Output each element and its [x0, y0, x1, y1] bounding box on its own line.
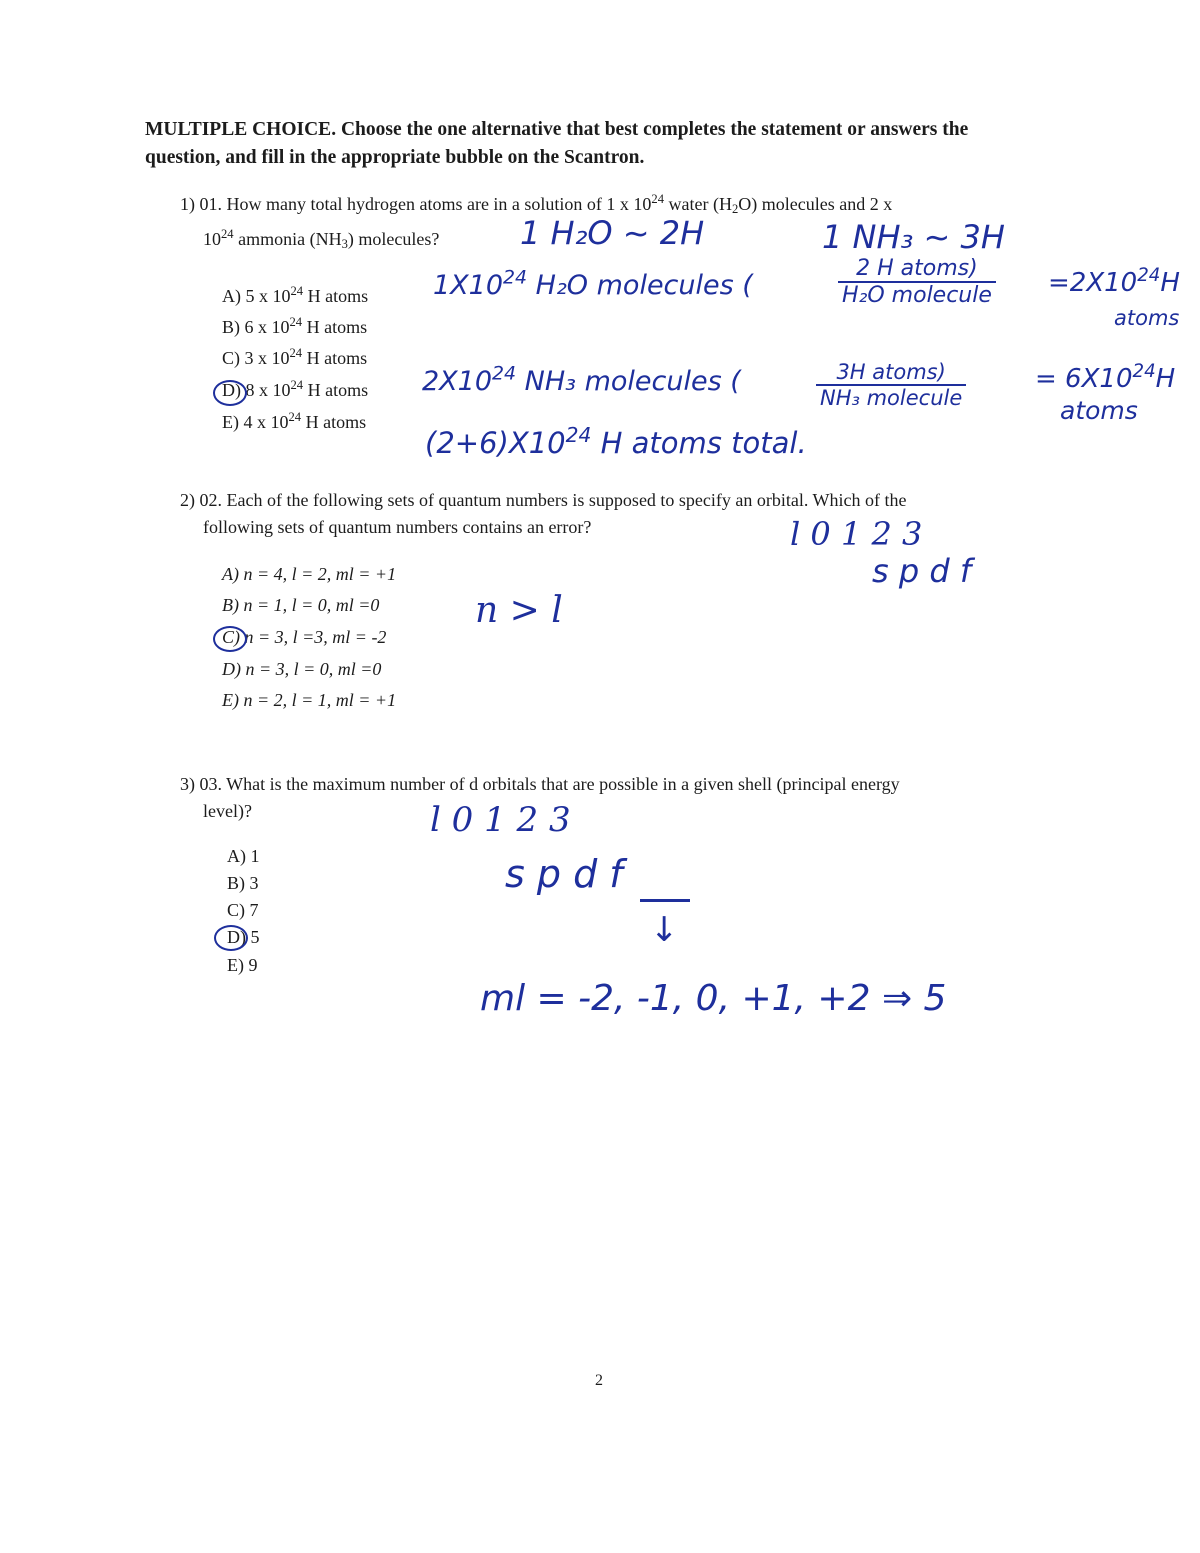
hw-q1-result-2: = $6X10^{24}H$: [1035, 361, 1176, 394]
q1-option-d[interactable]: D) 8 x $10^{24}$ H atoms: [222, 378, 369, 400]
hw-q1-line-2: $2X10^{24}$ NH₃ molecules (: [422, 362, 741, 397]
q3-text-line-1: 3) 03. What is the maximum number of d orbitals that are possible in a given shell (principal energy: [180, 774, 900, 794]
q2-option-d[interactable]: D) n = 3, l = 0, ml =0: [222, 659, 382, 679]
hw-q3-l-row: l 0 1 2 3: [430, 800, 571, 840]
q2-answer-circle: [213, 626, 247, 652]
instructions-line-1: MULTIPLE CHOICE. Choose the one alternative that best completes the statement or answers the: [145, 119, 969, 140]
hw-q1-fraction-1: $\frac{\text{2 H atoms)}}{\text{H₂O molecule}}$: [838, 256, 996, 308]
hw-q1-line-1: $1X10^{24}$ H₂O molecules (: [433, 266, 753, 301]
hw-q3-orbital-row: s p d f: [505, 852, 623, 896]
q1-option-c[interactable]: C) 3 x $10^{24}$ H atoms: [222, 346, 368, 368]
hw-q1-total: $(2+6)X10^{24}$ H atoms total.: [425, 422, 807, 460]
q3-option-a[interactable]: A) 1: [227, 846, 260, 866]
q1-text-line-1: 1) 01. How many total hydrogen atoms are in a solution of 1 x $10^{24}$ water $(H_2O)$ molecules and 2 x: [180, 192, 893, 217]
instructions-line-2: question, and fill in the appropriate bubble on the Scantron.: [145, 147, 645, 168]
q3-answer-circle: [214, 925, 248, 951]
q3-option-c[interactable]: C) 7: [227, 900, 259, 920]
q2-text-line-1: 2) 02. Each of the following sets of quantum numbers is supposed to specify an orbital. Which of the: [180, 490, 907, 510]
q1-option-e[interactable]: E) 4 x $10^{24}$ H atoms: [222, 410, 367, 432]
hw-q2-rule: n > l: [475, 590, 563, 631]
q1-option-a[interactable]: A) 5 x $10^{24}$ H atoms: [222, 284, 369, 306]
hw-q3-underline: [640, 899, 690, 902]
q2-option-e[interactable]: E) n = 2, l = 1, ml = +1: [222, 690, 397, 710]
q2-option-a[interactable]: A) n = 4, l = 2, ml = +1: [222, 564, 397, 584]
q2-text-line-2: following sets of quantum numbers contains an error?: [203, 517, 592, 537]
hw-q2-orbital-row: s p d f: [872, 552, 972, 590]
hw-q1-result-1-unit: atoms: [1114, 306, 1180, 330]
q3-option-b[interactable]: B) 3: [227, 873, 259, 893]
hw-q2-l-row: l 0 1 2 3: [790, 515, 923, 553]
hw-q1-result-2-unit: atoms: [1060, 396, 1138, 425]
hw-q1-ratio-ammonia: 1 NH₃ ~ 3H: [822, 218, 1005, 256]
hw-q1-result-1: $=2X10^{24}H$: [1048, 265, 1180, 298]
q2-option-b[interactable]: B) n = 1, l = 0, ml =0: [222, 595, 380, 615]
q1-answer-circle: [213, 380, 247, 406]
q2-option-c[interactable]: C) n = 3, l =3, ml = -2: [222, 627, 387, 647]
q1-text-line-2: $10^{24}$ ammonia $(NH_3)$ molecules?: [203, 227, 440, 252]
q3-option-d[interactable]: D) 5: [227, 927, 260, 947]
q3-text-line-2: level)?: [203, 801, 252, 821]
hw-q1-ratio-water: 1 H₂O ~ 2H: [520, 214, 705, 252]
hw-q1-fraction-2: $\frac{\text{3H atoms)}}{\text{NH₃ molecule}}$: [816, 360, 966, 410]
q1-option-b[interactable]: B) 6 x $10^{24}$ H atoms: [222, 315, 368, 337]
page-number: 2: [595, 1372, 603, 1389]
hw-q3-ml-values: ml = -2, -1, 0, +1, +2 ⇒ 5: [480, 978, 947, 1019]
hw-q3-arrow: ↓: [650, 910, 679, 950]
q3-option-e[interactable]: E) 9: [227, 955, 258, 975]
